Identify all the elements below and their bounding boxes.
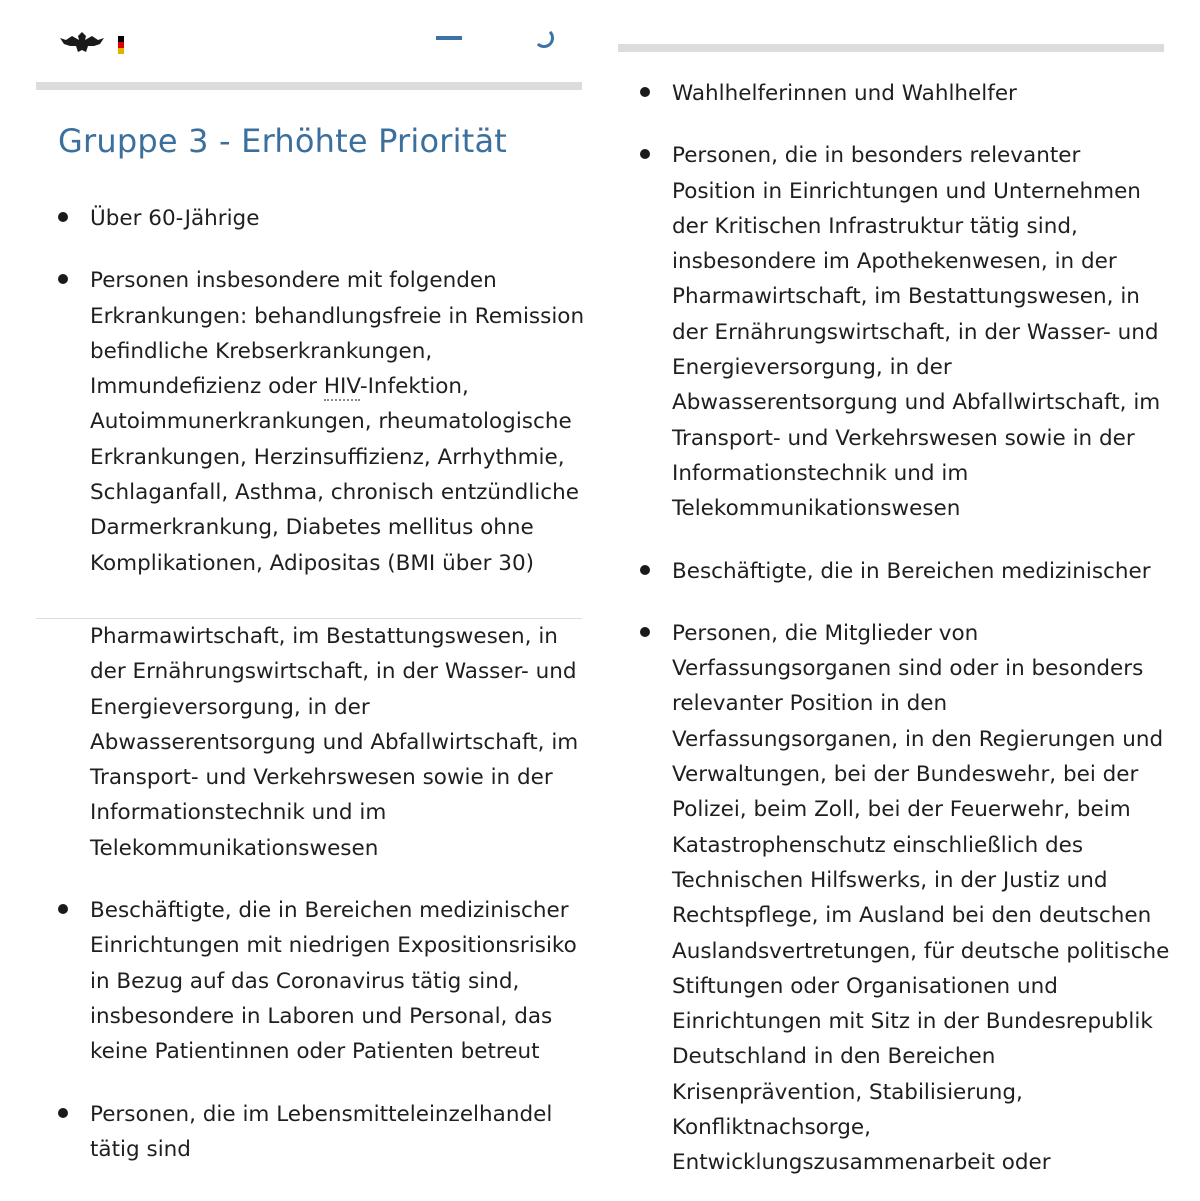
priority-list-continued [58, 619, 578, 1167]
list-item: Personen, die Mitglieder von Verfassungsorganen sind oder in besonders relevanter Position in den Verfassungsorganen, in den Regierungen und Verwaltungen, bei der Bundeswehr, bei der Polizei, beim Zoll, bei der Feuerwehr, beim Katastrophenschutz einschließlich des Technischen Hilfswerks, in der Justiz und Rechtspflege, im Ausland bei den deutschen Auslandsvertretungen, für deutsche politische Stiftungen oder Organisationen und Einrichtungen mit Sitz in der Bundesrepublik Deutschland in den Bereichen Krisenprävention, Stabilisierung, Konfliktnachsorge, Entwicklungszusammenarbeit oder [640, 616, 1169, 1181]
list-item: Pharmawirtschaft, im Bestattungswesen, in der Ernährungswirtschaft, in der Wasser- und Energieversorgung, in der Abwasserentsorgung und Abfallwirtschaft, im Transport- und Verkehrswesen sowie in der Informationstechnik und im Telekommunikationswesen [90, 624, 579, 861]
list-item: Personen insbesondere mit folgenden Erkrankungen: behandlungsfreie in Remission befindliche Krebserkrankungen, Immundefizienz oder HIV-Infektion, Autoimmunerkrankungen, rheumatologische Erkrankungen, Herzinsuffizienz, Arrhythmie, Schlaganfall, Asthma, chronisch entzündliche Darmerkrankung, Diabetes mellitus ohne Komplikationen, Adipositas (BMI über 30) [58, 263, 584, 581]
header-divider [618, 44, 1164, 52]
site-header [36, 0, 582, 90]
list-item: Beschäftigte, die in Bereichen medizinischer Einrichtungen mit niedrigen Expositionsrisiko in Bezug auf das Coronavirus tätig sind, insbesondere in Laboren und Personal, das keine Patientinnen oder Patienten betreut [58, 893, 578, 1069]
left-bottom-panel [36, 618, 582, 1201]
federal-eagle-icon[interactable] [58, 30, 106, 54]
hiv-abbreviation[interactable]: HIV [323, 374, 360, 400]
priority-list [58, 201, 584, 581]
list-item: Personen, die in besonders relevanter Position in Einrichtungen und Unternehmen der Kritischen Infrastruktur tätig sind, insbesondere im Apothekenwesen, in der Pharmawirtschaft, im Bestattungswesen, in der Ernährungswirtschaft, in der Wasser- und Energieversorgung, in der Abwasserentsorgung und Abfallwirtschaft, im Transport- und Verkehrswesen sowie in der Informationstechnik und im Telekommunikationswesen [640, 138, 1169, 526]
list-item: Personen, die im Lebensmitteleinzelhandel tätig sind [58, 1097, 578, 1168]
list-item: Beschäftigte, die in Bereichen medizinischer [640, 554, 1169, 589]
left-top-panel [36, 0, 585, 618]
list-item: Wahlhelferinnen und Wahlhelfer [640, 76, 1169, 111]
right-panel [618, 0, 1170, 1176]
priority-list-right [640, 76, 1169, 1181]
search-icon[interactable] [534, 28, 554, 48]
list-item: Über 60-Jährige [58, 201, 584, 236]
menu-icon[interactable] [436, 36, 462, 40]
hiv-line: Immundefizienz oder HIV-Infektion, [90, 374, 469, 400]
flag-icon [118, 36, 124, 54]
page-title: Gruppe 3 - Erhöhte Priorität [58, 122, 508, 160]
